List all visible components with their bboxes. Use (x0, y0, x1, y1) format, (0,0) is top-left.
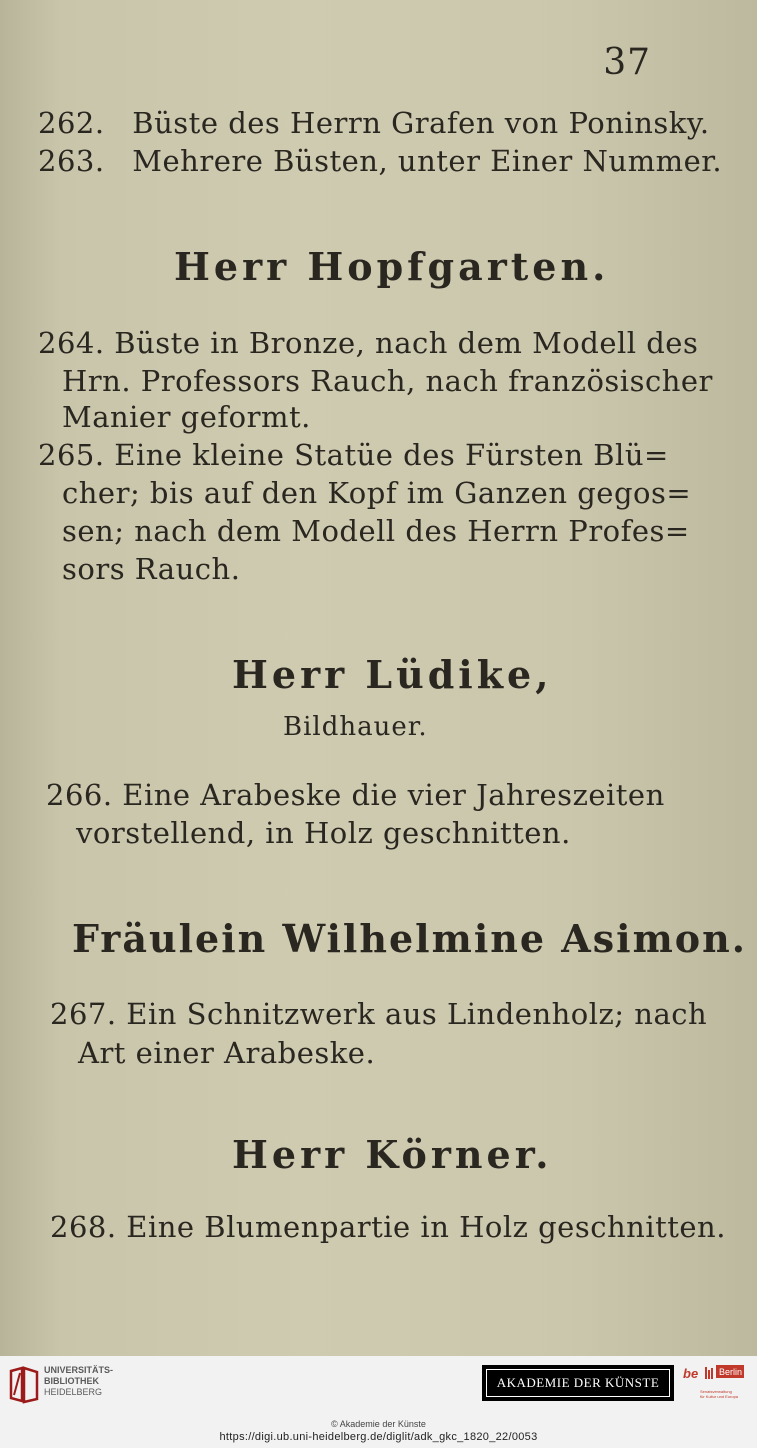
berlin-sub2: für Kultur und Europa (700, 1394, 739, 1399)
ub-line2: BIBLIOTHEK (44, 1376, 99, 1386)
text-line: 268. Eine Blumenpartie in Holz geschnitten. (50, 1210, 726, 1244)
text-line: Art einer Arabeske. (78, 1036, 376, 1070)
text-line: Manier geformt. (62, 400, 311, 434)
ub-heidelberg-logo-text (44, 1365, 113, 1398)
ub-line1: UNIVERSITÄTS- (44, 1365, 114, 1375)
viewer-footer (0, 1356, 757, 1448)
entry-263 (38, 144, 722, 178)
text-line: Hrn. Professors Rauch, nach französischer (62, 364, 713, 398)
berlin-sub1: Senatsverwaltung (700, 1389, 732, 1394)
text-line: 267. Ein Schnitzwerk aus Lindenholz; nach (50, 997, 708, 1031)
text-line: sen; nach dem Modell des Herrn Profes= (62, 514, 690, 548)
entry-number: 262. (38, 106, 105, 140)
svg-text:Berlin: Berlin (719, 1367, 743, 1377)
copyright-notice: © Akademie der Künste (331, 1419, 426, 1429)
heading-luedike: Herr Lüdike, (232, 652, 553, 697)
ub-heidelberg-logo-icon[interactable] (8, 1365, 40, 1405)
page-number: 37 (603, 42, 651, 83)
text-line: 264. Büste in Bronze, nach dem Modell des (38, 326, 699, 360)
ub-line3: HEIDELBERG (44, 1387, 103, 1397)
subheading-bildhauer: Bildhauer. (283, 712, 428, 742)
entry-text: Büste des Herrn Grafen von Poninsky. (132, 106, 710, 140)
heading-koerner: Herr Körner. (232, 1132, 553, 1177)
entry-262 (38, 106, 710, 140)
berlin-senat-subtitle (700, 1389, 750, 1399)
heading-hopfgarten: Herr Hopfgarten. (174, 244, 610, 289)
akademie-logo-text: AKADEMIE DER KÜNSTE (486, 1369, 670, 1397)
heading-asimon: Fräulein Wilhelmine Asimon. (72, 916, 748, 961)
akademie-der-kuenste-logo[interactable] (482, 1365, 674, 1401)
svg-text:be: be (683, 1366, 699, 1381)
text-line: vorstellend, in Holz geschnitten. (76, 816, 571, 850)
text-line: sors Rauch. (62, 552, 241, 586)
text-line: 265. Eine kleine Statüe des Fürsten Blü= (38, 438, 669, 472)
text-line: 266. Eine Arabeske die vier Jahreszeiten (46, 778, 665, 812)
permalink-url[interactable]: https://digi.ub.uni-heidelberg.de/diglit/adk_gkc_1820_22/0053 (219, 1431, 538, 1443)
entry-text: Mehrere Büsten, unter Einer Nummer. (132, 144, 723, 178)
text-line: cher; bis auf den Kopf im Ganzen gegos= (62, 476, 692, 510)
entry-number: 263. (38, 144, 105, 178)
